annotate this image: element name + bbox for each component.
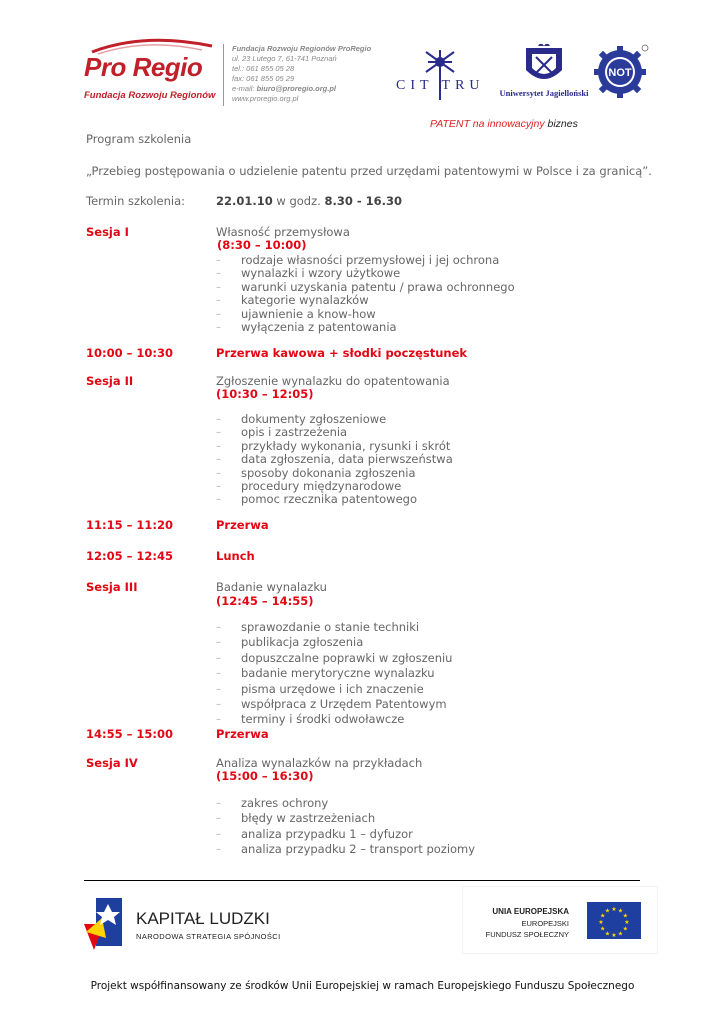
list-item: – sposoby dokonania zgłoszenia [216, 467, 453, 480]
svg-text:★: ★ [600, 925, 606, 933]
list-item: – współpraca z Urzędem Patentowym [216, 697, 452, 712]
list-item: – kategorie wynalazków [216, 294, 515, 307]
svg-text:★: ★ [617, 930, 624, 938]
contact-address: ul. 23 Lutego 7, 61-741 Poznań [232, 54, 337, 63]
list-item: – rodzaje własności przemysłowej i jej ochrona [216, 254, 515, 267]
kapital-ludzki-subtitle: NARODOWA STRATEGIA SPÓJNOŚCI [136, 932, 281, 941]
list-item: – analiza przypadku 1 – dyfuzor [216, 827, 475, 842]
session-4-topic: Analiza wynalazków na przykładach [216, 756, 423, 770]
contact-fax: fax: 061 855 05 29 [232, 74, 295, 83]
list-item: – wynalazki i wzory użytkowe [216, 267, 515, 280]
proregio-logo [84, 42, 220, 106]
list-item: – sprawozdanie o stanie techniki [216, 620, 452, 635]
svg-text:★: ★ [604, 907, 611, 915]
list-item: – pomoc rzecznika patentowego [216, 493, 453, 506]
list-item: – opis i zastrzeżenia [216, 426, 453, 439]
break-1-time: 10:00 – 10:30 [86, 346, 173, 360]
lunch-time: 12:05 – 12:45 [86, 549, 173, 563]
kapital-ludzki-logo [82, 894, 130, 954]
svg-text:★: ★ [617, 907, 624, 915]
session-1-time: (8:30 – 10:00) [217, 238, 307, 252]
break-2-label: Przerwa [216, 518, 269, 532]
training-title: „Przebieg postępowania o udzielenie patentu przed urzędami patentowymi w Polsce i za granicą”. [86, 164, 652, 178]
session-4-time: (15:00 – 16:30) [216, 769, 314, 783]
patent-tagline: PATENT na innowacyjny biznes [430, 118, 578, 130]
break-4-time: 14:55 – 15:00 [86, 727, 173, 741]
svg-text:★: ★ [624, 919, 630, 926]
eu-line-3: FUNDUSZ SPOŁECZNY [485, 930, 569, 939]
session-1-list [216, 254, 515, 334]
lunch-label: Lunch [216, 549, 255, 563]
logo-word: Pro Regio [84, 52, 203, 82]
contact-block [232, 44, 371, 104]
svg-text:★: ★ [622, 925, 628, 933]
uj-logo [496, 44, 592, 104]
eu-line-1: UNIA EUROPEJSKA [492, 907, 569, 916]
eu-line-2: EUROPEJSKI [521, 919, 569, 928]
kapital-ludzki-emblem-icon [82, 894, 130, 954]
uj-text: Uniwersytet Jagielloński [499, 88, 589, 98]
footer-divider [84, 880, 640, 881]
termin-hours: 8.30 - 16.30 [324, 194, 402, 208]
session-1-label: Sesja I [86, 225, 129, 239]
session-4-label: Sesja IV [86, 756, 138, 770]
svg-text:★: ★ [604, 930, 611, 938]
list-item: – publikacja zgłoszenia [216, 635, 452, 650]
citru-star-icon [396, 48, 494, 104]
list-item: – badanie merytoryczne wynalazku [216, 666, 452, 681]
break-1-label: Przerwa kawowa + słodki poczęstunek [216, 346, 468, 360]
header-divider [223, 44, 224, 106]
contact-tel: tel.: 061 855 05 28 [232, 64, 295, 73]
session-4-list [216, 796, 475, 858]
list-item: – wyłączenia z patentowania [216, 321, 515, 334]
session-2-time: (10:30 – 12:05) [216, 387, 314, 401]
logo-subtitle: Fundacja Rozwoju Regionów [84, 90, 216, 101]
cofinancing-note: Projekt współfinansowany ze środków Unii Europejskiej w ramach Europejskiego Funduszu Społecznego [90, 980, 635, 992]
uj-crest-icon [496, 44, 592, 88]
session-3-time: (12:45 – 14:55) [216, 594, 314, 608]
svg-text:★: ★ [600, 912, 606, 920]
contact-org: Fundacja Rozwoju Regionów ProRegio [232, 44, 372, 53]
list-item: – procedury międzynarodowe [216, 480, 453, 493]
not-logo [594, 44, 650, 100]
break-4-label: Przerwa [216, 727, 269, 741]
break-2-time: 11:15 – 11:20 [86, 518, 173, 532]
list-item: – zakres ochrony [216, 796, 475, 811]
list-item: – dopuszczalne poprawki w zgłoszeniu [216, 651, 452, 666]
program-label: Program szkolenia [86, 132, 192, 146]
termin-date: 22.01.10 [216, 194, 273, 208]
not-gear-icon [594, 44, 650, 100]
svg-text:★: ★ [611, 932, 617, 939]
session-3-list [216, 620, 452, 728]
session-2-list [216, 413, 453, 507]
kapital-ludzki-title: KAPITAŁ LUDZKI [136, 909, 270, 928]
not-text: NOT [608, 67, 632, 79]
list-item: – przykłady wykonania, rysunki i skrót [216, 440, 453, 453]
citru-text: CIT TRU [396, 78, 485, 93]
termin-value: 22.01.10 w godz. 8.30 - 16.30 [216, 194, 402, 208]
svg-text:★: ★ [598, 919, 604, 926]
session-2-topic: Zgłoszenie wynalazku do opatentowania [216, 374, 450, 388]
list-item: – data zgłoszenia, data pierwszeństwa [216, 453, 453, 466]
list-item: – terminy i środki odwoławcze [216, 712, 452, 727]
citru-logo [396, 48, 494, 104]
list-item: – pisma urzędowe i ich znaczenie [216, 682, 452, 697]
contact-www-link[interactable]: www.proregio.org.pl [232, 94, 299, 103]
list-item: – warunki uzyskania patentu / prawa ochronnego [216, 281, 515, 294]
list-item: – analiza przypadku 2 – transport poziomy [216, 842, 475, 857]
svg-text:★: ★ [622, 912, 628, 920]
list-item: – dokumenty zgłoszeniowe [216, 413, 453, 426]
eu-efs-logo [462, 886, 658, 954]
list-item: – błędy w zastrzeżeniach [216, 811, 475, 826]
session-1-topic: Własność przemysłowa [216, 225, 350, 239]
contact-email-link[interactable]: biuro@proregio.org.pl [256, 84, 336, 93]
session-2-label: Sesja II [86, 374, 134, 388]
session-3-topic: Badanie wynalazku [216, 580, 327, 594]
list-item: – ujawnienie a know-how [216, 308, 515, 321]
svg-text:★: ★ [611, 906, 617, 913]
termin-label: Termin szkolenia: [86, 194, 186, 208]
contact-email-line: e-mail: biuro@proregio.org.pl [232, 84, 336, 93]
session-3-label: Sesja III [86, 580, 138, 594]
eu-flag-icon [587, 902, 641, 939]
